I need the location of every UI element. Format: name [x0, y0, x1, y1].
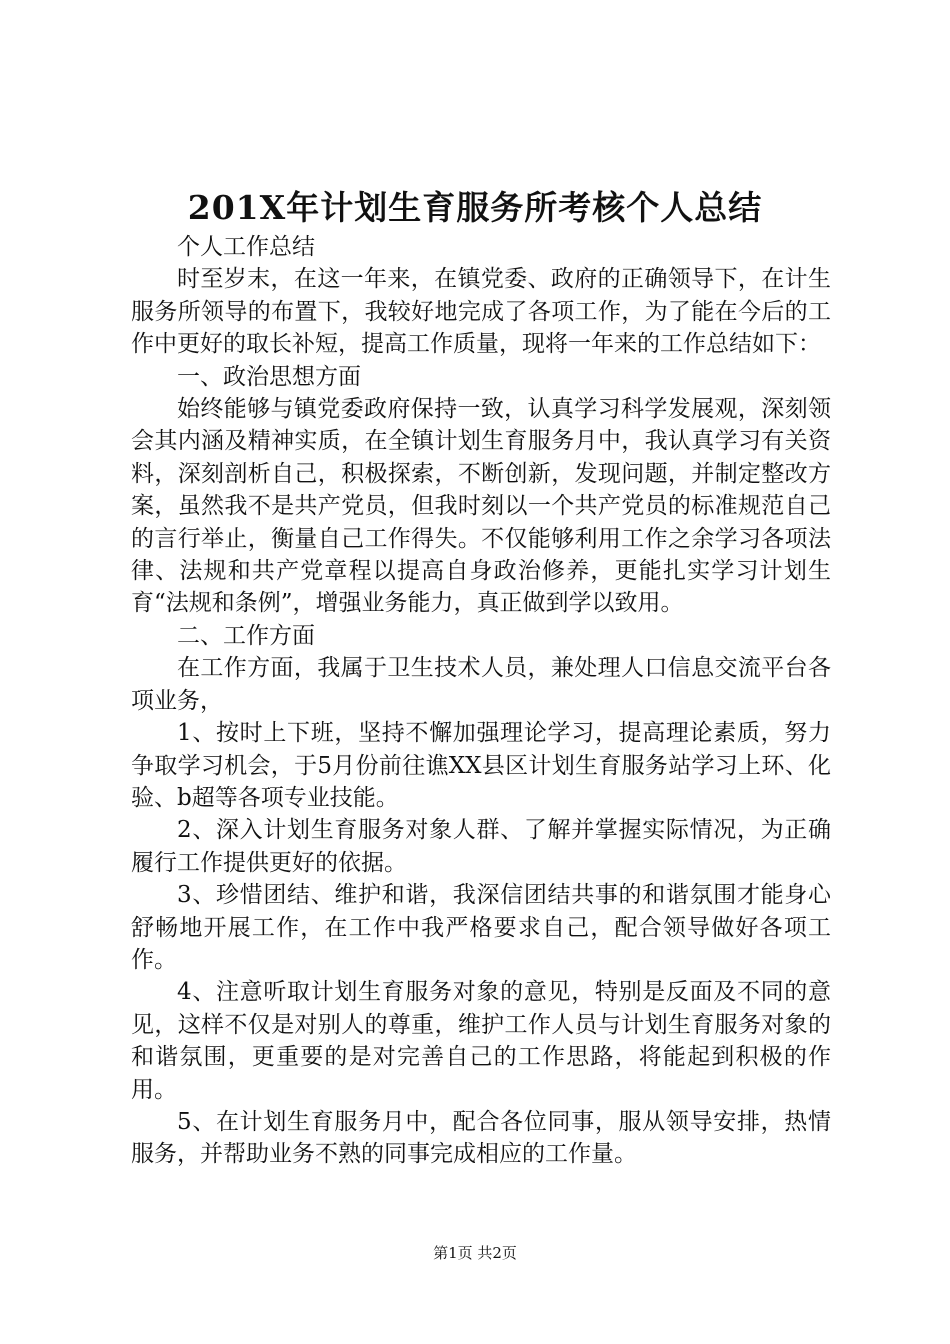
document-title: 201X年计划生育服务所考核个人总结	[187, 188, 763, 227]
paragraph-intro: 时至岁末，在这一年来，在镇党委、政府的正确领导下，在计生服务所领导的布置下，我较好地完成了各项工作，为了能在今后的工作中更好的取长补短，提高工作质量，现将一年来的工作总结如下：	[131, 266, 831, 358]
paragraph-work-intro: 在工作方面，我属于卫生技术人员，兼处理人口信息交流平台各项业务，	[131, 655, 831, 714]
list-item: 5、在计划生育服务月中，配合各位同事，服从领导安排，热情服务，并帮助业务不熟的同事完成相应的工作量。	[131, 1108, 831, 1168]
list-item: 4、注意听取计划生育服务对象的意见，特别是反面及不同的意见，这样不仅是对别人的尊重，维护工作人员与计划生育服务对象的和谐氛围，更重要的是对完善自己的工作思路，将能起到积极的作用。	[131, 979, 831, 1103]
paragraph-political: 始终能够与镇党委政府保持一致，认真学习科学发展观，深刻领会其内涵及精神实质，在全镇计划生育服务月中，我认真学习有关资料，深刻剖析自己，积极探索，不断创新，发现问题，并制定整改方案，虽然我不是共产党员，但我时刻以一个共产党员的标准规范自己的言行举止，衡量自己工作得失。不仅能够利用工作之余学习各项法律、法规和共产党章程以提高自身政治修养，更能扎实学习计划生育“法规和条例”，增强业务能力，真正做到学以致用。	[131, 396, 831, 617]
list-item: 1、按时上下班，坚持不懈加强理论学习，提高理论素质，努力争取学习机会，于5月份前往谯XX县区计划生育服务站学习上环、化验、b超等各项专业技能。	[131, 720, 831, 811]
section-heading-work: 二、工作方面	[177, 622, 315, 649]
list-item: 2、深入计划生育服务对象人群、了解并掌握实际情况，为正确履行工作提供更好的依据。	[131, 817, 831, 876]
page-number-footer: 第1页 共2页	[433, 1244, 517, 1262]
list-item: 3、珍惜团结、维护和谐，我深信团结共事的和谐氛围才能身心舒畅地开展工作，在工作中我严格要求自己，配合领导做好各项工作。	[131, 882, 831, 973]
paragraph-intro-heading: 个人工作总结	[177, 234, 315, 260]
section-heading-political: 一、政治思想方面	[177, 363, 361, 390]
document-body	[131, 231, 831, 1171]
